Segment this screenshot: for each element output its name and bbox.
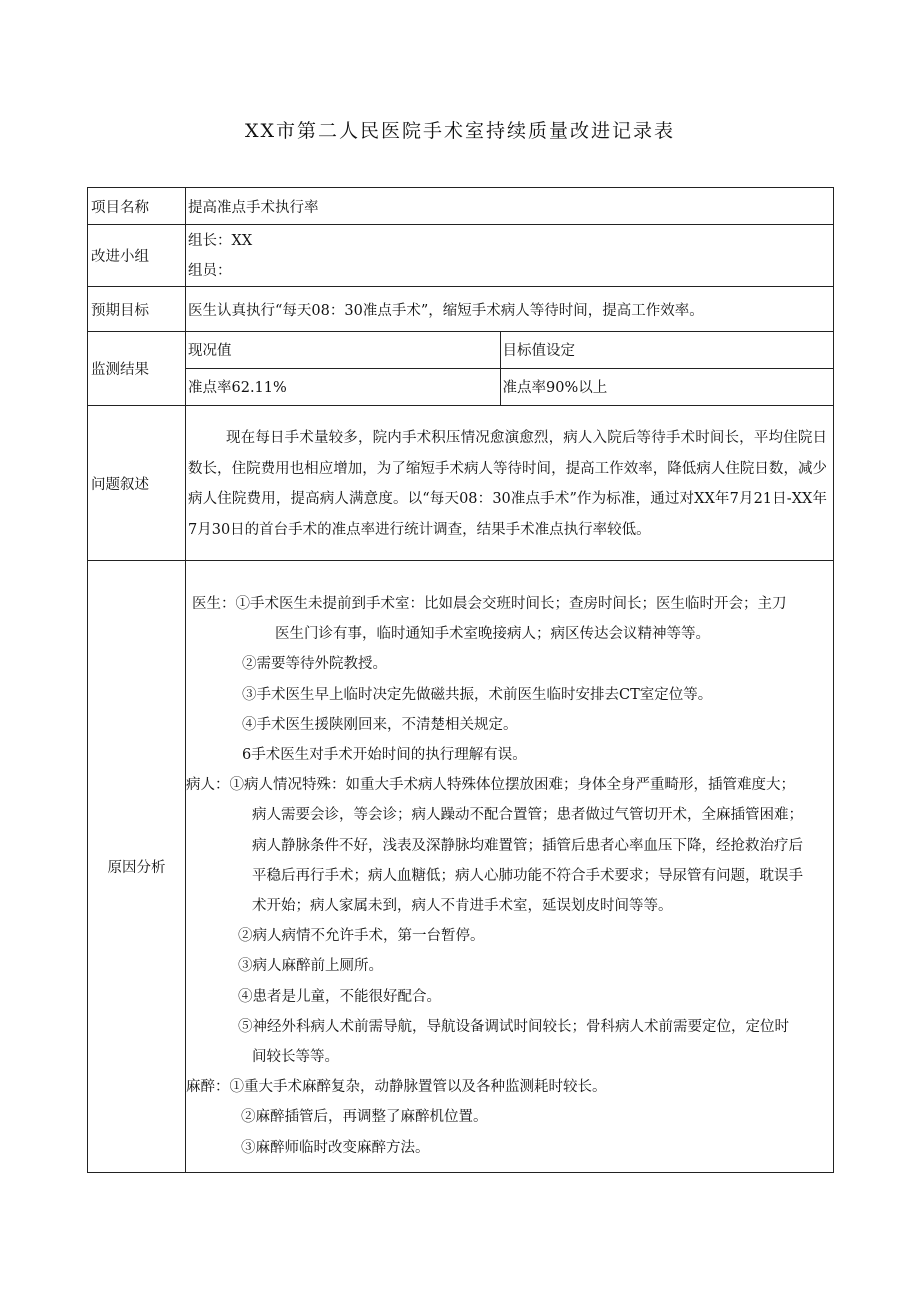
problem-label: 问题叙述: [88, 406, 186, 561]
page-title: XX市第二人民医院手术室持续质量改进记录表: [244, 120, 676, 142]
cause-analysis: [186, 561, 833, 1165]
cause-label: 原因分析: [88, 561, 186, 1173]
goal-value: 医生认真执行“每天08：30准点手术”，缩短手术病人等待时间，提高工作效率。: [186, 287, 834, 332]
doctor-line: ②需要等待外院教授。: [242, 656, 387, 673]
monitor-current-header: 现况值: [188, 343, 232, 360]
row-monitor: [88, 332, 834, 406]
anesthesia-line: ②麻醉插管后，再调整了麻醉机位置。: [241, 1109, 488, 1126]
patient-line: ⑤神经外科病人术前需导航，导航设备调试时间较长；骨科病人术前需要定位，定位时: [238, 1018, 789, 1035]
anesthesia-line: 麻醉：①重大手术麻醉复杂，动静脉置管以及各种监测耗时较长。: [186, 1079, 607, 1096]
cause-cell: [186, 561, 834, 1173]
problem-cell: [186, 406, 834, 561]
patient-line: ③病人麻醉前上厕所。: [238, 958, 383, 975]
doctor-line: 6手术医生对手术开始时间的执行理解有误。: [242, 747, 527, 764]
patient-line: 术开始；病人家属未到，病人不肯进手术室，延误划皮时间等等。: [252, 898, 673, 915]
goal-label: 预期目标: [88, 287, 186, 332]
project-label: 项目名称: [88, 188, 186, 225]
monitor-current-value: 准点率62.11%: [186, 368, 500, 405]
team-label: 改进小组: [88, 225, 186, 287]
team-cell: [186, 225, 834, 287]
row-goal: [88, 287, 834, 332]
row-project: [88, 188, 834, 225]
project-value: 提高准点手术执行率: [186, 188, 834, 225]
anesthesia-line: ③麻醉师临时改变麻醉方法。: [241, 1139, 430, 1156]
patient-line: 间较长等等。: [252, 1049, 339, 1066]
doctor-line: 医生门诊有事，临时通知手术室晚接病人；病区传达会议精神等等。: [275, 626, 710, 643]
monitor-target-header: 目标值设定: [500, 332, 834, 368]
patient-line: ②病人病情不允许手术，第一台暂停。: [238, 928, 485, 945]
monitor-table: [186, 332, 834, 405]
doctor-line: ③手术医生早上临时决定先做磁共振，术前医生临时安排去CT室定位等。: [242, 686, 713, 703]
patient-line: 病人需要会诊，等会诊；病人躁动不配合置管；患者做过气管切开术，全麻插管困难；: [252, 807, 803, 824]
patient-line: ④患者是儿童，不能很好配合。: [238, 988, 441, 1005]
team-members: 组员：: [188, 262, 232, 279]
monitor-label: 监测结果: [88, 332, 186, 406]
row-team: [88, 225, 834, 287]
monitor-cell: [186, 332, 834, 406]
patient-line: 病人静脉条件不好，浅表及深静脉均难置管；插管后患者心率血压下降，经抢救治疗后: [252, 837, 803, 854]
monitor-target-value: 准点率90%以上: [500, 368, 834, 405]
patient-line: 平稳后再行手术；病人血糖低；病人心肺功能不符合手术要求；导尿管有问题，耽误手: [252, 867, 803, 884]
patient-line: 病人：①病人情况特殊：如重大手术病人特殊体位摆放困难；身体全身严重畸形，插管难度大；: [186, 777, 795, 794]
row-cause: [88, 561, 834, 1173]
team-leader: 组长：XX: [188, 232, 253, 249]
problem-text: 现在每日手术量较多，院内手术积压情况愈演愈烈，病人入院后等待手术时间长，平均住院日数长，住院费用也相应增加，为了缩短手术病人等待时间，提高工作效率，降低病人住院日数，减少病人住院费用，提高病人满意度。以“每天08：30准点手术”作为标准，通过对XX年7月21日-XX年7月30日的首台手术的准点率进行统计调查，结果手术准点执行率较低。: [188, 430, 827, 538]
doctor-line: ④手术医生援陕刚回来，不清楚相关规定。: [242, 716, 518, 733]
doctor-line: 医生：①手术医生未提前到手术室：比如晨会交班时间长；查房时间长；医生临时开会；主刀: [192, 596, 787, 612]
row-problem: [88, 406, 834, 561]
record-form: [87, 187, 834, 1173]
